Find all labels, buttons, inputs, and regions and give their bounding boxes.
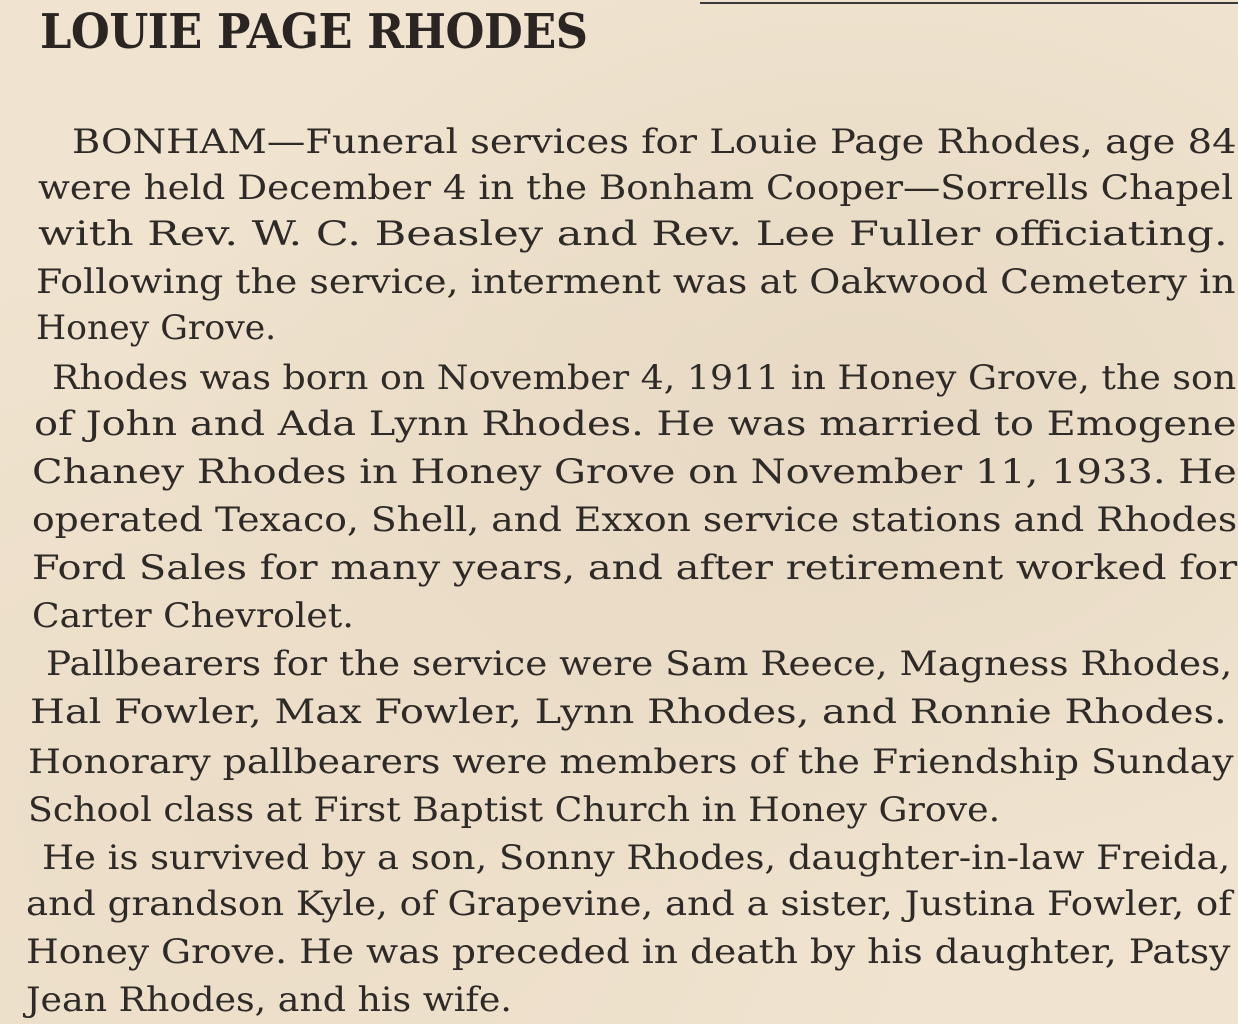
paragraph-3-line-1: Pallbearers for the service were Sam Reece, Magness Rhodes, [46, 644, 1233, 684]
paragraph-2-line-4: operated Texaco, Shell, and Exxon service stations and Rhodes [32, 500, 1238, 540]
paragraph-3-line-2: Hal Fowler, Max Fowler, Lynn Rhodes, and Ronnie Rhodes. [30, 692, 1227, 732]
paragraph-2-line-6: Carter Chevrolet. [32, 596, 354, 636]
paragraph-3-line-4: School class at First Baptist Church in Honey Grove. [28, 790, 1001, 830]
paragraph-4-line-4: Jean Rhodes, and his wife. [26, 980, 512, 1020]
paragraph-4-line-2: and grandson Kyle, of Grapevine, and a sister, Justina Fowler, of [26, 884, 1232, 924]
paragraph-4-line-3: Honey Grove. He was preceded in death by his daughter, Patsy [26, 932, 1231, 972]
paragraph-2-line-2: of John and Ada Lynn Rhodes. He was married to Emogene [34, 404, 1237, 444]
paragraph-4-line-1: He is survived by a son, Sonny Rhodes, daughter-in-law Freida, [42, 838, 1231, 878]
paragraph-1-line-5: Honey Grove. [36, 308, 277, 348]
paragraph-2-line-1: Rhodes was born on November 4, 1911 in Honey Grove, the son [52, 358, 1237, 398]
paragraph-1-line-3: with Rev. W. C. Beasley and Rev. Lee Fuller officiating. [38, 214, 1228, 254]
paragraph-2-line-5: Ford Sales for many years, and after retirement worked for [32, 548, 1238, 588]
obituary-headline: LOUIE PAGE RHODES [40, 4, 588, 60]
paragraph-1-line-4: Following the service, interment was at Oakwood Cemetery in [36, 262, 1236, 302]
paragraph-1-line-1: BONHAM—Funeral services for Louie Page Rhodes, age 84 [72, 122, 1237, 162]
paragraph-1-line-2: were held December 4 in the Bonham Cooper—Sorrells Chapel [38, 168, 1234, 208]
paragraph-2-line-3: Chaney Rhodes in Honey Grove on November 11, 1933. He [32, 452, 1237, 492]
paragraph-3-line-3: Honorary pallbearers were members of the Friendship Sunday [28, 742, 1234, 782]
